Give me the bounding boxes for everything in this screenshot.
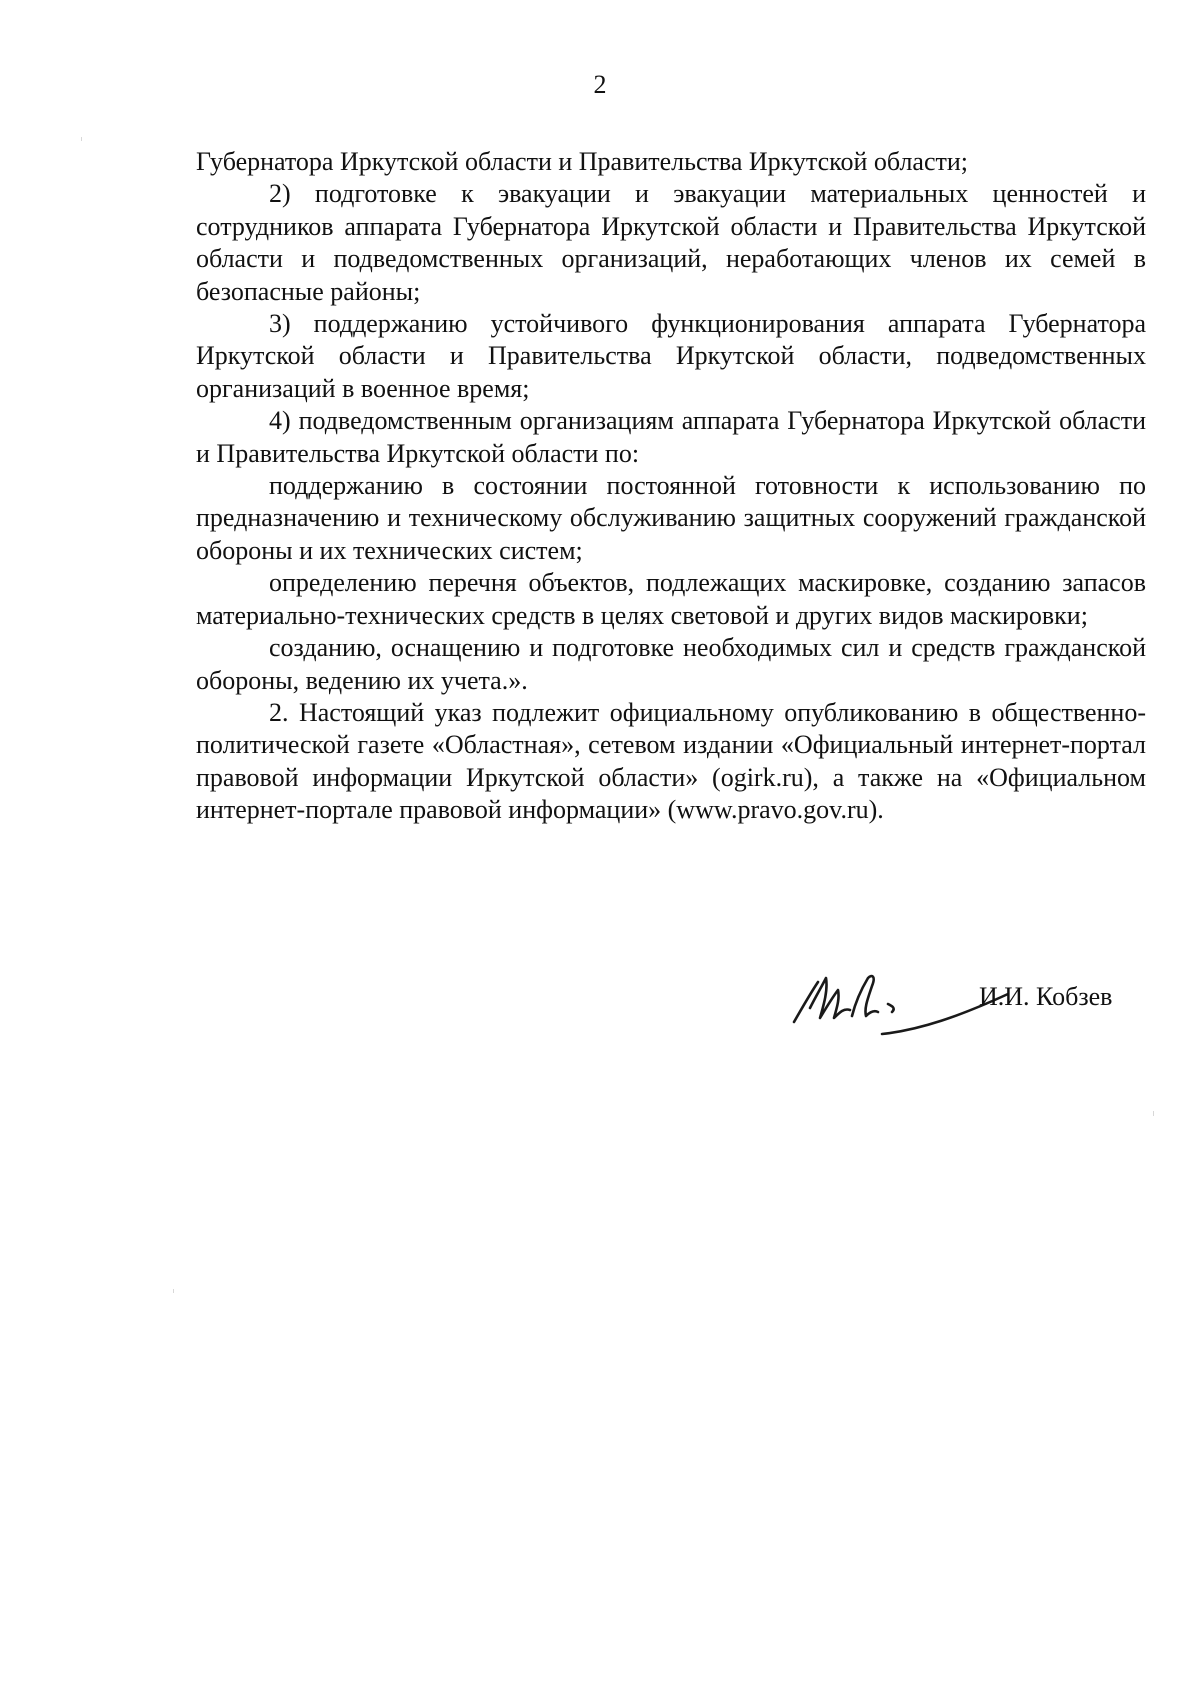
- scan-mark: [81, 137, 82, 141]
- paragraph-subitem-camouflage: определению перечня объектов, подлежащих маскировке, созданию запасов материально-технических средств в целях световой и других видов маскировки;: [196, 568, 1146, 630]
- paragraph-publication: 2. Настоящий указ подлежит официальному опубликованию в общественно-политической газете «Областная», сетевом издании «Официальный интернет-портал правовой информации Иркутской области» (ogirk.ru), а также на «Официальном интернет-портале правовой информации» (www.pravo.gov.ru).: [196, 697, 1146, 825]
- document-body: [196, 146, 1146, 827]
- paragraph-item-3-functioning: 3) поддержанию устойчивого функционирования аппарата Губернатора Иркутской области и Правительства Иркутской области, подведомственных организаций в военное время;: [196, 309, 1146, 403]
- scan-mark: [173, 1289, 174, 1293]
- signatory-name: И.И. Кобзев: [979, 982, 1113, 1011]
- scan-mark: [1153, 1111, 1154, 1116]
- handwritten-signature-icon: [780, 960, 1010, 1040]
- paragraph-item-4-organizations: 4) подведомственным организациям аппарата Губернатора Иркутской области и Правительства Иркутской области по:: [196, 406, 1146, 468]
- signature-block: [780, 960, 1180, 1060]
- paragraph-subitem-forces: созданию, оснащению и подготовке необходимых сил и средств гражданской обороны, ведению их учета.».: [196, 633, 1146, 695]
- paragraph-item-2-evacuation: 2) подготовке к эвакуации и эвакуации материальных ценностей и сотрудников аппарата Губернатора Иркутской области и Правительства Иркутской области и подведомственных организаций, неработающих членов их семей в безопасные районы;: [196, 179, 1146, 306]
- paragraph-continuation: Губернатора Иркутской области и Правительства Иркутской области;: [196, 147, 969, 176]
- paragraph-subitem-shelters: поддержанию в состоянии постоянной готовности к использованию по предназначению и техническому обслуживанию защитных сооружений гражданской обороны и их технических систем;: [196, 471, 1146, 565]
- page-number: 2: [593, 70, 607, 99]
